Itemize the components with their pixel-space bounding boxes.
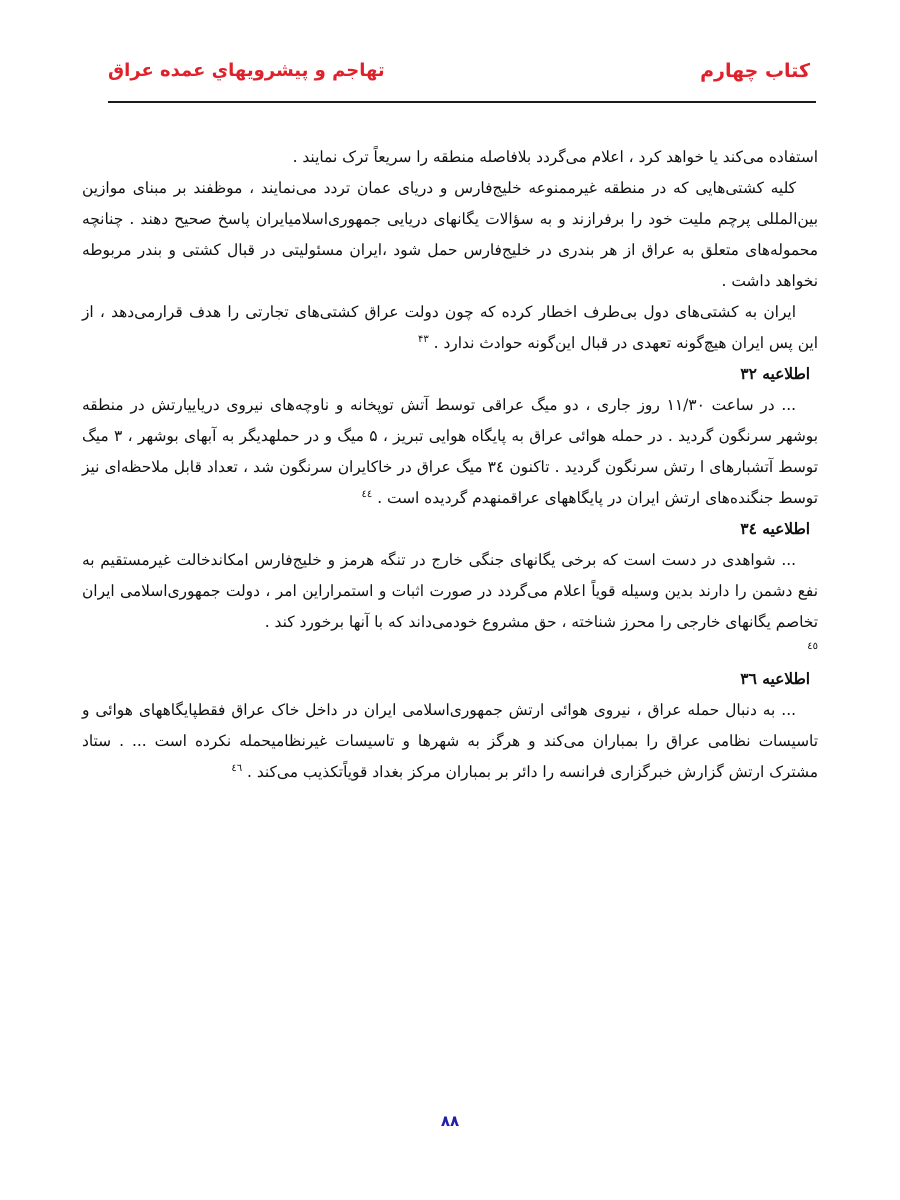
- chapter-title: تهاجم و پيشرويهاي عمده عراق: [108, 60, 385, 81]
- paragraph-5: ... شواهدی در دست است که برخی یگانهای جنگی خارج در تنگه هرمز و خلیج‌فارس امکاندخالت غیرمستقیم به نفع دشمن را دارند بدین وسیله قویاً اعلام می‌گردد در صورت اثبات و استمراراین امر ، دولت جمهوری‌اسلامی ایران تخاصم یگانهای خارجی را محرز شناخته ، حق مشروع خودمی‌داند که با آنها برخورد کند .: [82, 551, 818, 631]
- header-divider: [108, 101, 816, 103]
- paragraph-1: استفاده می‌کند یا خواهد کرد ، اعلام می‌گردد بلافاصله منطقه را سریعاً ترک نمایند .: [292, 148, 818, 166]
- paragraph-3: [82, 297, 818, 359]
- paragraph-3-text: ایران به کشتی‌های دول بی‌طرف اخطار کرده که چون دولت عراق کشتی‌های تجارتی را هدف قرارمی‌دهد ، از این پس ایران هیچ‌گونه تعهدی در قبال این‌گونه حوادث ندارد .: [82, 303, 818, 352]
- heading-announcement-34: اطلاعیه ٣٤: [740, 520, 810, 538]
- paragraph-6: [82, 695, 818, 788]
- page-header: [108, 54, 816, 94]
- paragraph-4-text: ... در ساعت ۱۱/۳۰ روز جاری ، دو میگ عراقی توسط آتش توپخانه و ناوچه‌های نیروی دریاییارتش در منطقه بوشهر سرنگون گردید . در حمله هوائی عراق به پایگاه هوایی تبریز ، ۵ میگ و در حملهدیگر به آبهای بوشهر ، ۳ میگ توسط آتشبارهای ا رتش سرنگون گردید . تاکنون ۳٤ میگ عراق در خاکایران سرنگون شد ، تعداد قابل ملاحظه‌ای نیز توسط جنگنده‌های ارتش ایران در پایگاههای عراقمنهدم گردیده است .: [82, 396, 819, 507]
- footnote-ref-44: ٤٤: [361, 488, 373, 500]
- footnote-ref-43: ۴۳: [418, 333, 429, 345]
- footnote-ref-46: ٤٦: [231, 762, 243, 774]
- book-title: کتاب چهارم: [700, 60, 810, 82]
- paragraph-4: [82, 390, 818, 514]
- paragraph-2: کلیه کشتی‌هایی که در منطقه غیرممنوعه خلیج‌فارس و دریای عمان تردد می‌نمایند ، موظفند بر مبنای موازین بین‌المللی پرچم ملیت خود را برفرازند و به سؤالات یگانهای دریایی جمهوری‌اسلامیایران پاسخ صحیح دهند . چنانچه محموله‌های متعلق به عراق از هر بندری در خلیج‌فارس حمل شود ،ایران مسئولیتی در قبال کشتی و بندر مربوطه نخواهد داشت .: [82, 179, 818, 290]
- paragraph-6-text: ... به دنبال حمله عراق ، نیروی هوائی ارتش جمهوری‌اسلامی ایران در داخل خاک عراق فقطپایگاههای هوائی و تاسیسات نظامی عراق را بمباران می‌کند و هرگز به شهرها و تاسیسات غیرنظامیحمله نکرده است ... . ستاد مشترک ارتش گزارش خبرگزاری فرانسه را دائر بر بمباران مرکز بغداد قویاًتکذیب می‌کند .: [82, 701, 818, 781]
- heading-announcement-32: اطلاعیه ۳۲: [740, 365, 810, 383]
- page-content: [82, 142, 818, 788]
- heading-announcement-36: اطلاعیه ٣٦: [740, 670, 810, 688]
- page-number: ۸۸: [440, 1112, 460, 1130]
- footnote-ref-45: ٤٥: [807, 641, 818, 652]
